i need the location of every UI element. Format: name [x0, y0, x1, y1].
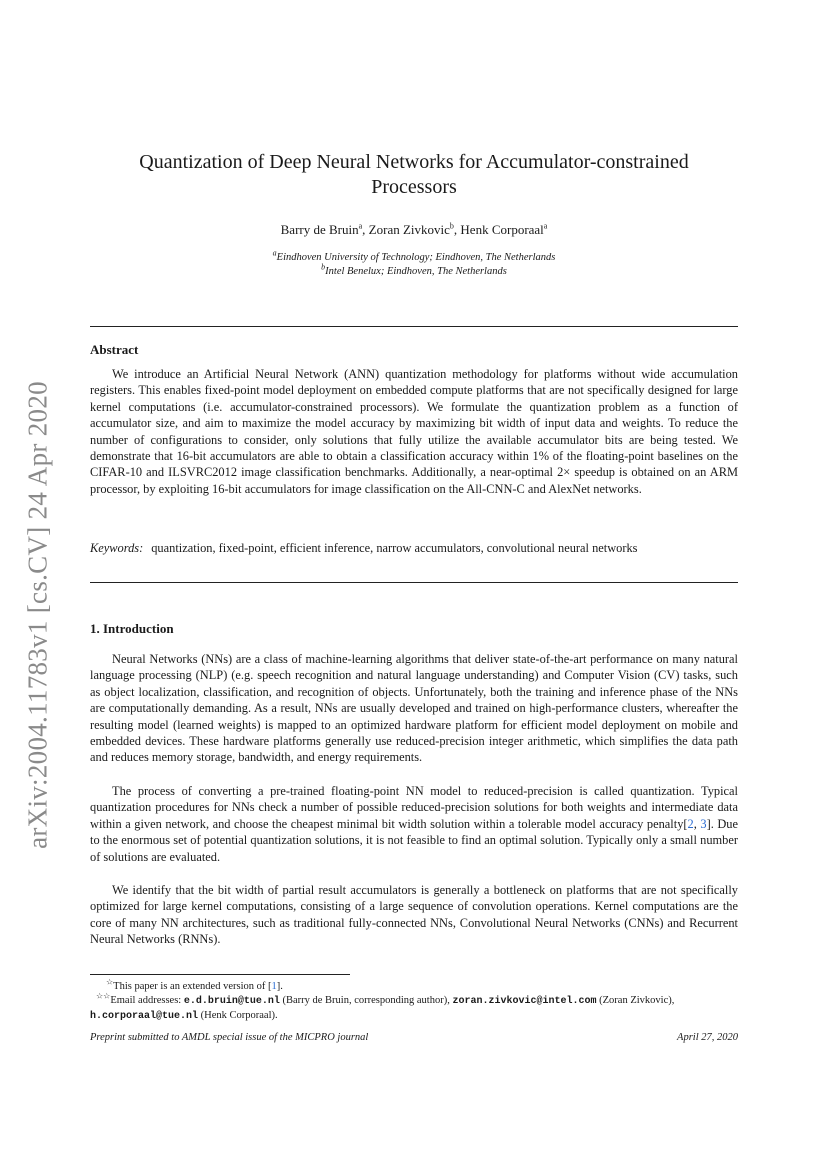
section-heading: 1. Introduction	[90, 621, 174, 636]
preprint-note: Preprint submitted to AMDL special issue of the MICPRO journal	[90, 1032, 369, 1043]
author-sep: ,	[362, 222, 369, 237]
paper-title	[90, 150, 738, 200]
footnote-2-name-1: (Barry de Bruin, corresponding author),	[279, 995, 453, 1006]
intro-paragraph-3: We identify that the bit width of partial result accumulators is generally a bottleneck on platforms that are not specifically optimized for large kernel computations, consisting of a large sequence of convolution operations. Kernel computations are the core of many NN architectures, such as traditional fully-connected NNs, Convolutional Neural Networks (CNNs) and Recurrent Neural Networks (RNNs).	[90, 883, 738, 947]
author-3: Henk Corporaal	[460, 222, 544, 237]
intro-p2-text-b: ]. Due to the enormous set of potential quantization solutions, it is not feasible to find an optimal solution. Typically only a small number of solutions are evaluated.	[90, 816, 738, 864]
abstract-bottom-rule	[90, 582, 738, 583]
footnote-1-text-b: ].	[276, 981, 283, 992]
affiliation-b	[90, 262, 738, 279]
email-1[interactable]: e.d.bruin@tue.nl	[183, 996, 280, 1007]
footnote-2-lead: Email addresses:	[110, 995, 184, 1006]
author-1: Barry de Bruin	[280, 222, 359, 237]
author-1-sup: a	[358, 221, 363, 231]
citation-link-3[interactable]: 3	[700, 816, 707, 831]
abstract-text: We introduce an Artificial Neural Network (ANN) quantization methodology for platforms without wide accumulation registers. This enables fixed-point model deployment on embedded compute platforms that are not specifically designed for large kernel computations (i.e. accumulator-constrained processors). We formulate the quantization problem as a function of accumulator size, and aim to maximize the model accuracy by maximizing bit width of input data and weights. To reduce the number of configurations to consider, only solutions that fully utilize the available accumulator bits are being tested. We demonstrate that 16-bit accumulators are able to obtain a classification accuracy within 1% of the floating-point baselines on the CIFAR-10 and ILSVRC2012 image classification benchmarks. Additionally, a near-optimal 2× speedup is obtained on an ARM processor, by exploiting 16-bit accumulators for image classification on the All-CNN-C and AlexNet networks.	[90, 367, 738, 496]
arxiv-id: arXiv:2004.11783v1 [cs.CV] 24 Apr 2020	[22, 381, 53, 849]
author-3-sup: a	[543, 221, 548, 231]
citation-sep: ,	[693, 816, 701, 831]
citation-link-2[interactable]: 2	[687, 816, 694, 831]
footnote-rule	[90, 974, 350, 975]
abstract-top-rule	[90, 326, 738, 327]
author-sep: ,	[453, 222, 461, 237]
abstract-heading: Abstract	[90, 342, 139, 357]
intro-p2-text-a: The process of converting a pre-trained floating-point NN model to reduced-precision is called quantization. Typical quantization procedures for NNs check a number of possible reduced-precision solutions for both weights and intermediate data within a given network, and choose the cheapest minimal bit width solution within a tolerable model accuracy penalty[	[90, 784, 738, 831]
footnote-2-name-2: (Zoran Zivkovic),	[596, 995, 675, 1006]
author-list	[90, 222, 738, 238]
affiliation-b-sup: b	[321, 262, 326, 272]
affiliation-b-text: Intel Benelux; Eindhoven, The Netherlands	[325, 266, 507, 277]
email-2[interactable]: zoran.zivkovic@intel.com	[452, 996, 597, 1007]
author-2: Zoran Zivkovic	[368, 222, 450, 237]
footnote-2-mark: ☆☆	[96, 991, 111, 1001]
email-3[interactable]: h.corporaal@tue.nl	[90, 1011, 199, 1022]
affiliation-a	[90, 248, 738, 265]
citation-link-1[interactable]: 1	[271, 981, 277, 992]
intro-paragraph-1: Neural Networks (NNs) are a class of machine-learning algorithms that deliver state-of-the-art performance on many natural language processing (NLP) (e.g. speech recognition and natural language understanding) and Computer Vision (CV) tasks, such as object localization, classification, and recognition of objects. Unfortunately, both the training and inference phase of the NNs are computationally demanding. As a result, NNs are usually developed and trained on high-performance clusters, whereafter the resulting model (learned weights) is mapped to an optimized hardware platform for efficient model deployment on mobile and embedded devices. These hardware platforms generally use reduced-precision integer arithmetic, which simplifies the data path and reduces memory storage, bandwidth, and energy requirements.	[90, 652, 738, 765]
intro-paragraph-2	[90, 783, 738, 865]
affiliation-a-text: Eindhoven University of Technology; Eindhoven, The Netherlands	[276, 252, 556, 263]
title-line-1: Quantization of Deep Neural Networks for Accumulator-constrained	[139, 151, 689, 173]
footnote-1	[90, 977, 738, 994]
keywords	[90, 540, 700, 556]
keywords-text: quantization, fixed-point, efficient inference, narrow accumulators, convolutional neural networks	[151, 541, 638, 555]
preprint-date: April 27, 2020	[677, 1032, 738, 1043]
footnote-1-mark: ☆	[106, 977, 114, 987]
footnote-2	[90, 991, 738, 1024]
author-2-sup: b	[449, 221, 454, 231]
affiliation-a-sup: a	[272, 248, 277, 258]
footnote-1-text-a: This paper is an extended version of [	[113, 981, 272, 992]
affiliations	[90, 248, 738, 279]
title-line-2: Processors	[371, 176, 457, 198]
footnote-2-name-3: (Henk Corporaal).	[198, 1010, 278, 1021]
keywords-label: Keywords:	[90, 541, 144, 555]
